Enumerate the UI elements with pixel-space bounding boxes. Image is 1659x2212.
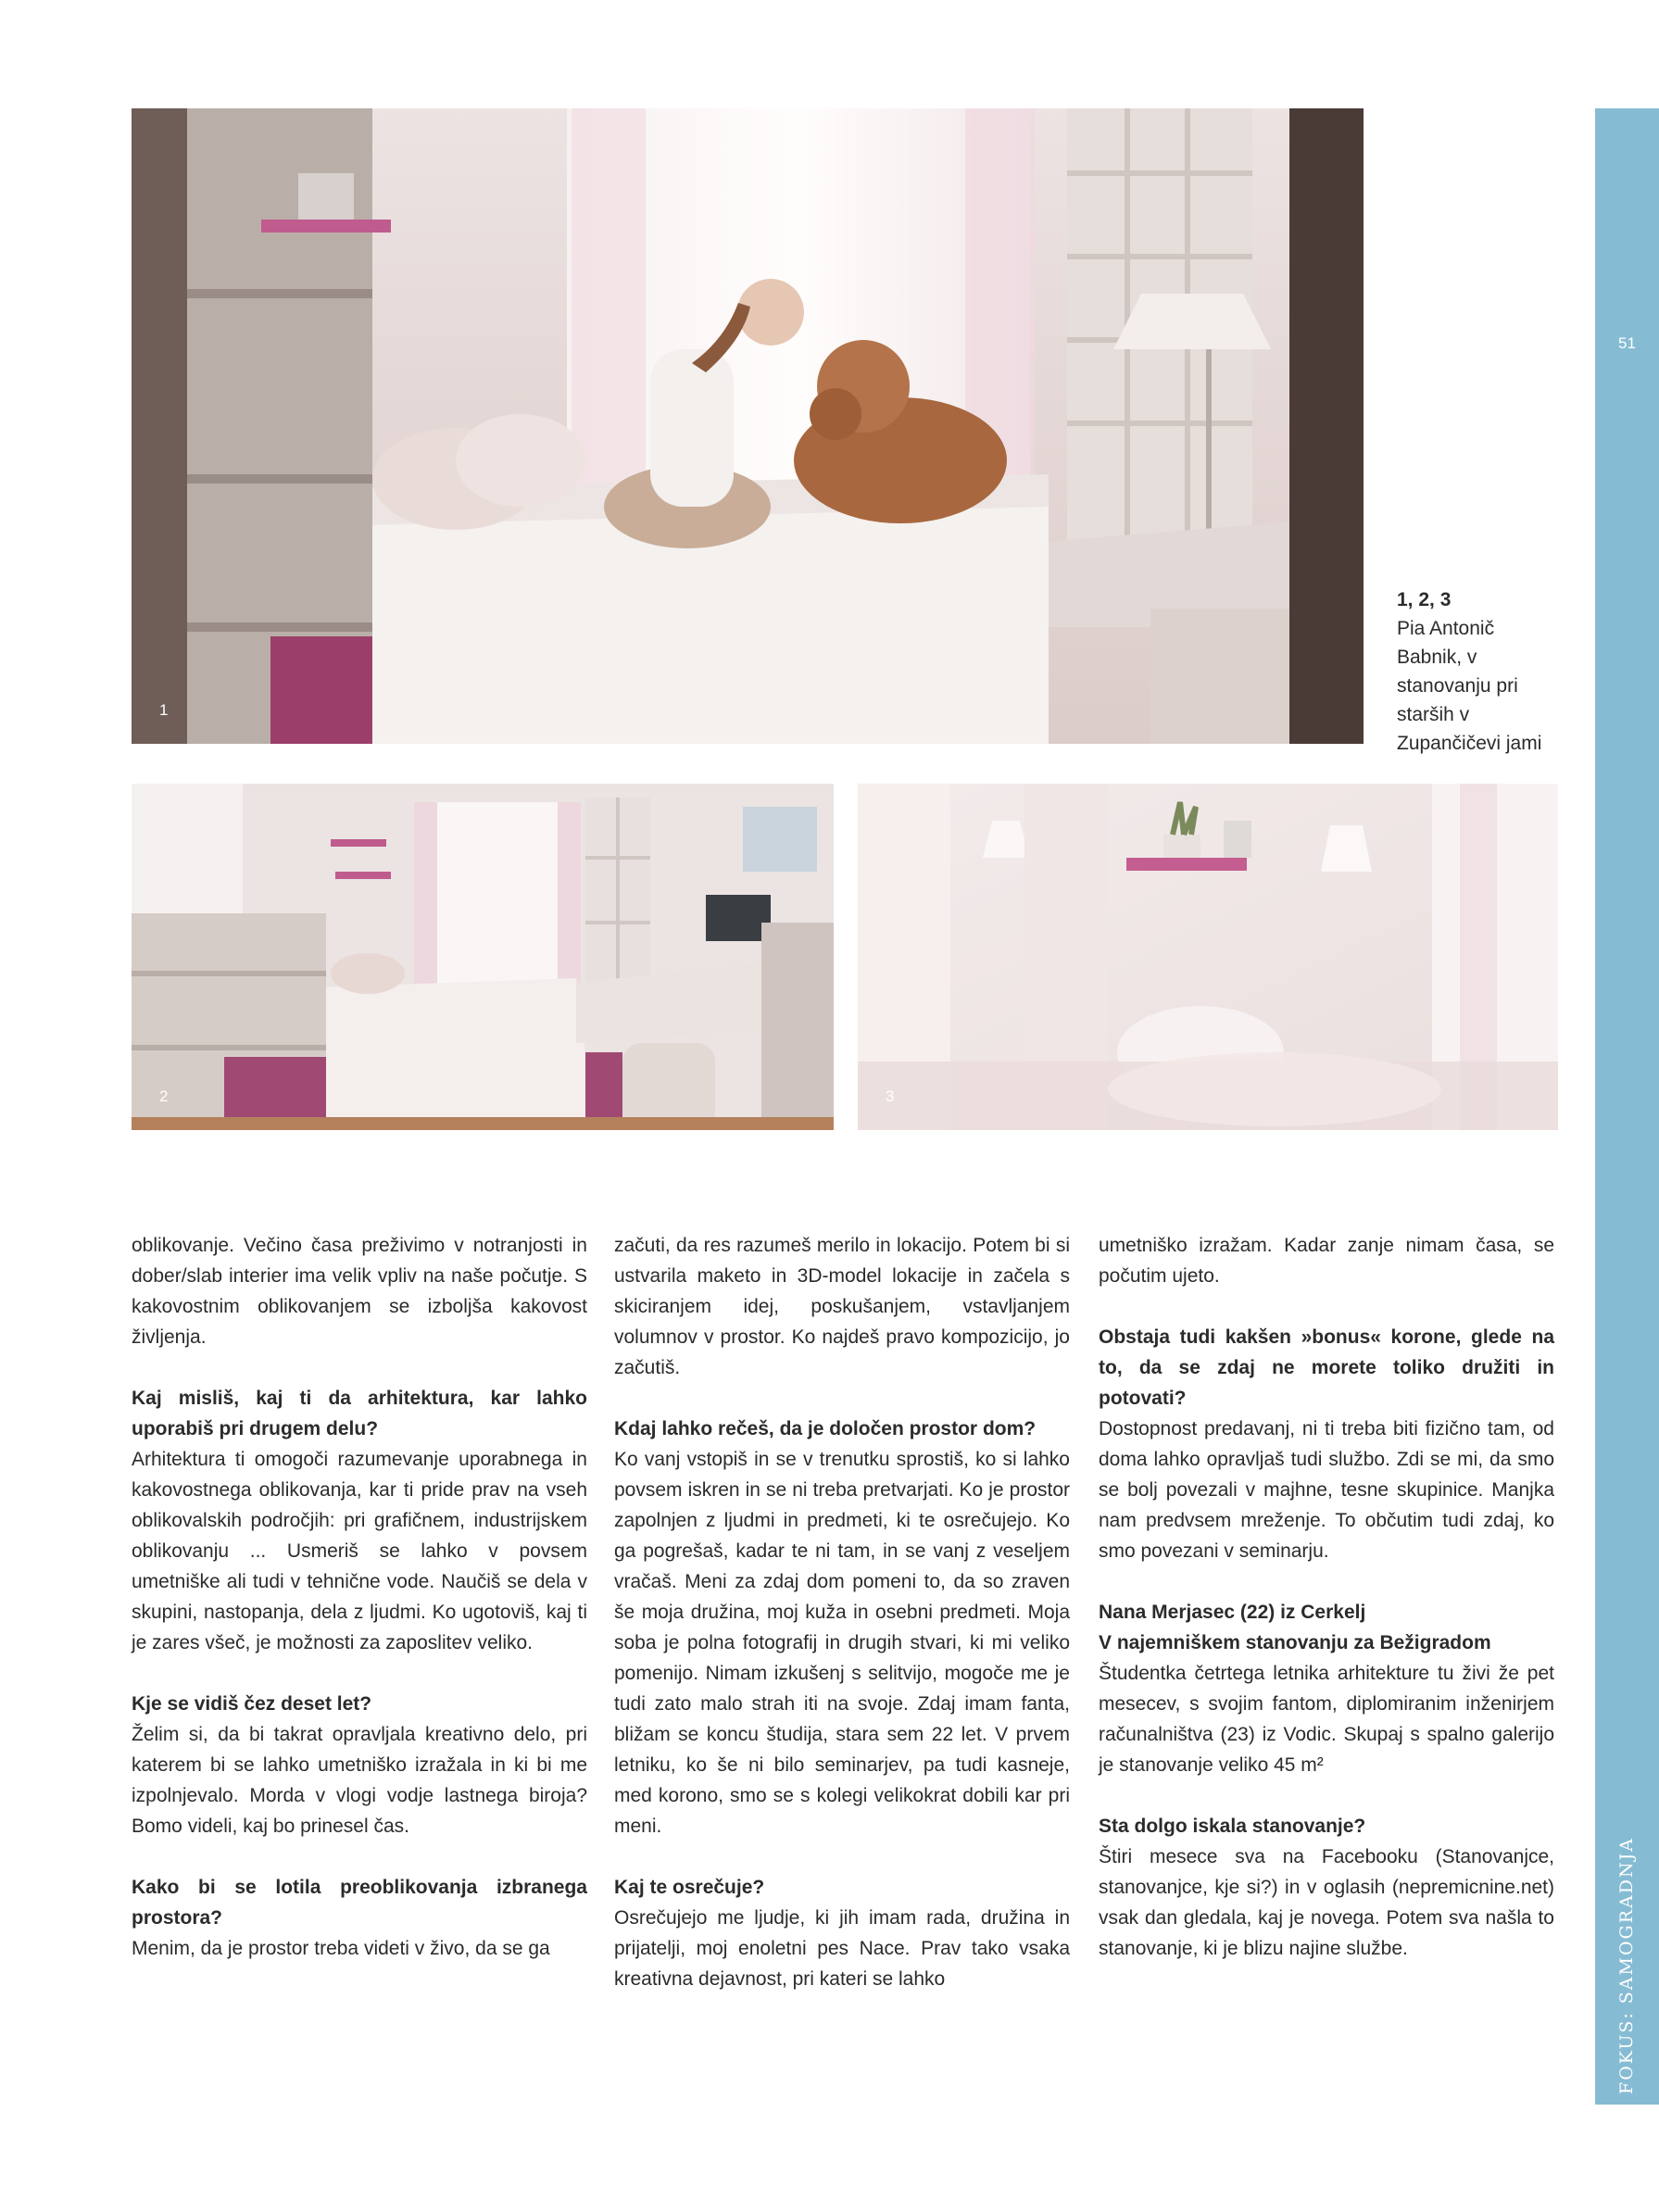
question-heading: Nana Merjasec (22) iz Cerkelj V najemniškem stanovanju za Bežigradom — [1099, 1602, 1491, 1653]
photo-bedroom-overview — [132, 784, 834, 1130]
page-number: 51 — [1618, 334, 1636, 352]
photo-bedroom-woman-dog — [132, 108, 1364, 744]
paragraph-text: Štiri mesece sva na Facebooku (Stanovanjce, stanovanjce, kje si?) in v oglasih (nepremicnine.net) vsak dan gledala, kaj je novega. Potem sva našla to stanovanje, ki je blizu najine službe. — [1099, 1846, 1554, 1959]
question-heading: Kaj te osrečuje? — [614, 1877, 765, 1898]
paragraph-text: začuti, da res razumeš merilo in lokacijo. Potem bi si ustvarila maketo in 3D-model lokacije in začela s skiciranjem idej, poskušanjem, vstavljanjem volumnov v prostor. Ko najdeš pravo kompozicijo, jo začutiš. — [614, 1235, 1070, 1378]
caption-text: Pia Antonič Babnik, v stanovanju pri starših v Zupančičevi jami — [1397, 618, 1542, 754]
article-paragraph — [132, 1230, 587, 1352]
question-heading: Kaj misliš, kaj ti da arhitektura, kar lahko uporabiš pri drugem delu? — [132, 1388, 587, 1439]
section-label: FOKUS: SAMOGRADNJA — [1616, 1837, 1637, 2094]
section-sidebar — [1595, 108, 1659, 2105]
article-paragraph — [1099, 1597, 1554, 1780]
article-paragraph — [132, 1872, 587, 1964]
photo-3-illustration — [858, 784, 1558, 1130]
text-column-3 — [1099, 1230, 1554, 1964]
paragraph-text: Dostopnost predavanj, ni ti treba biti fizično tam, od doma lahko opravljaš tudi službo. Zdi se mi, da smo se bolj povezali v majhne, tesne skupinice. Manjka nam predvsem mreženje. To občutim tudi zdaj, ko smo povezani v seminarju. — [1099, 1418, 1554, 1562]
paragraph-text: Ko vanj vstopiš in se v trenutku sprostiš, ko si lahko povsem iskren in se ni treba pretvarjati. Ko je prostor zapolnjen z ljudmi in predmeti, ki te osrečujejo. Ko ga pogrešaš, kadar te ni tam, in se vanj z veseljem vračaš. Meni za zdaj dom pomeni to, da so zraven še moja družina, moj kuža in osebni predmeti. Moja soba je polna fotografij in drugih stvari, ki mi veliko pomenijo. Nimam izkušenj s selitvijo, mogoče me je tudi zato malo strah iti na svoje. Zdaj imam fanta, bližam se koncu študija, stara sem 22 let. V prvem letniku, ko še ni bilo seminarjev, pa tudi kasneje, med korono, smo se s kolegi velikokrat dobili kar pri meni. — [614, 1449, 1070, 1837]
paragraph-text: Menim, da je prostor treba videti v živo, da se ga — [132, 1938, 550, 1959]
question-heading: Kje se vidiš čez deset let? — [132, 1693, 372, 1715]
article-paragraph — [1099, 1811, 1554, 1964]
paragraph-text: umetniško izražam. Kadar zanje nimam časa, se počutim ujeto. — [1099, 1235, 1554, 1287]
paragraph-text: Osrečujejo me ljudje, ki jih imam rada, družina in prijatelji, moj enoletni pes Nace. Prav tako vsaka kreativna dejavnost, pri kateri se lahko — [614, 1907, 1070, 1990]
photo-wall-shelf-detail — [858, 784, 1558, 1130]
article-paragraph — [1099, 1322, 1554, 1566]
photo-1-illustration — [132, 108, 1364, 744]
paragraph-text: Želim si, da bi takrat opravljala kreativno delo, pri katerem bi se lahko umetniško izražala in ki bi me izpolnjevalo. Morda v vlogi vodje lastnega biroja? Bomo videli, kaj bo prinesel čas. — [132, 1724, 587, 1837]
article-paragraph — [1099, 1230, 1554, 1291]
article-paragraph — [614, 1872, 1070, 1994]
article-paragraph — [132, 1689, 587, 1841]
article-paragraph — [132, 1383, 587, 1658]
caption-numbers: 1, 2, 3 — [1397, 589, 1452, 610]
question-heading: Obstaja tudi kakšen »bonus« korone, glede na to, da se zdaj ne morete toliko družiti in potovati? — [1099, 1326, 1554, 1409]
photo-caption — [1397, 585, 1560, 758]
question-heading: Kdaj lahko rečeš, da je določen prostor dom? — [614, 1418, 1037, 1439]
question-heading: Sta dolgo iskala stanovanje? — [1099, 1816, 1366, 1837]
photo-number: 1 — [159, 701, 169, 719]
paragraph-text: oblikovanje. Večino časa preživimo v notranjosti in dober/slab interier ima velik vpliv na naše počutje. S kakovostnim oblikovanjem se izboljša kakovost življenja. — [132, 1235, 587, 1348]
article-paragraph — [614, 1230, 1070, 1383]
text-column-1 — [132, 1230, 587, 1964]
article-paragraph — [614, 1414, 1070, 1841]
photo-number: 2 — [159, 1087, 169, 1105]
question-heading: Kako bi se lotila preoblikovanja izbranega prostora? — [132, 1877, 587, 1929]
photo-2-illustration — [132, 784, 834, 1130]
text-column-2 — [614, 1230, 1070, 1994]
photo-number: 3 — [886, 1087, 895, 1105]
paragraph-text: Študentka četrtega letnika arhitekture tu živi že pet mesecev, s svojim fantom, diplomiranim inženirjem računalništva (23) iz Vodic. Skupaj s spalno galerijo je stanovanje veliko 45 m² — [1099, 1663, 1554, 1776]
paragraph-text: Arhitektura ti omogoči razumevanje uporabnega in kakovostnega oblikovanja, kar ti pride prav na vseh oblikovalskih področjih: pri grafičnem, industrijskem oblikovanju ... Usmeriš se lahko v povsem umetniške ali tudi v tehnične vode. Naučiš se dela v skupini, nastopanja, dela z ljudmi. Ko ugotoviš, kaj ti je zares všeč, je možnosti za zaposlitev veliko. — [132, 1449, 587, 1653]
